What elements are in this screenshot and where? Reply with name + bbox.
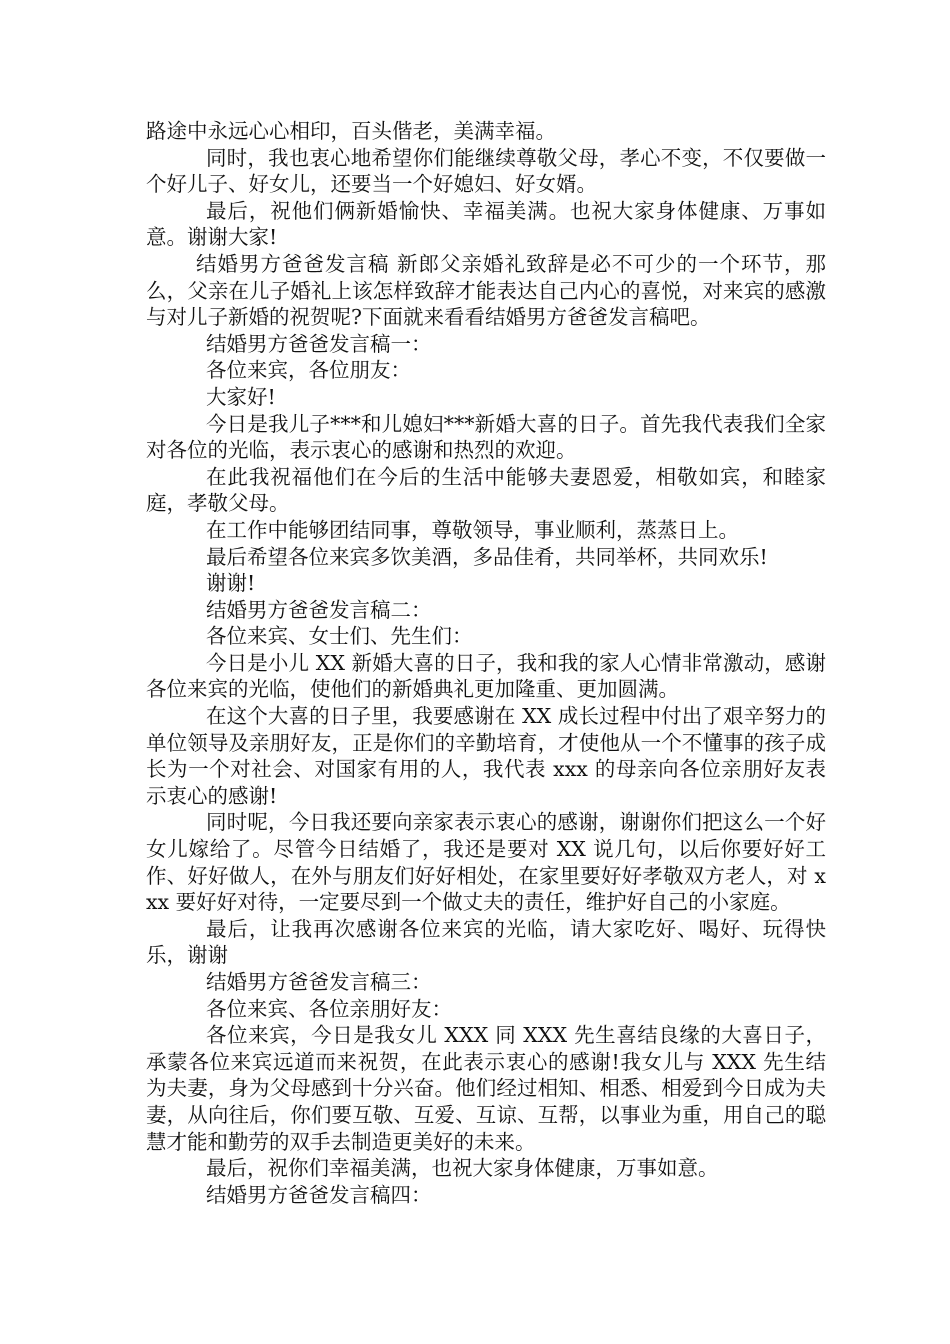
greeting: 大家好!	[206, 384, 276, 409]
paragraph: 路途中永远心心相印，百头偕老，美满幸福。	[146, 119, 556, 143]
speech-heading: 结婚男方爸爸发言稿二：	[206, 597, 432, 622]
salutation: 各位来宾、女士们、先生们：	[206, 624, 473, 649]
paragraph: 最后希望各位来宾多饮美酒，多品佳肴，共同举杯，共同欢乐!	[206, 544, 768, 569]
salutation: 各位来宾、各位亲朋好友：	[206, 996, 452, 1021]
paragraph: 最后，祝你们幸福美满，也祝大家身体健康，万事如意。	[206, 1156, 719, 1181]
paragraph: 在工作中能够团结同事，尊敬领导，事业顺利，蒸蒸日上。	[206, 517, 739, 542]
speech-heading: 结婚男方爸爸发言稿三：	[206, 970, 432, 994]
salutation: 各位来宾，各位朋友：	[206, 358, 411, 383]
paragraph: 最后，祝他们俩新婚愉快、幸福美满。也祝大家身体健康、万事如意。谢谢大家!	[146, 198, 826, 250]
paragraph: 各位来宾，今日是我女儿 XXX 同 XXX 先生喜结良缘的大喜日子，承蒙各位来宾远道而来祝贺，在此表示衷心的感谢!我女儿与 XXX 先生结为夫妻，身为父母感到十分兴奋。他们经过相知、相悉、相爱到今日成为夫妻，从向往后，你们要互敬、互爱、互谅、互帮，以事业为重，用自己的聪慧才能和勤劳的双手去制造更美好的未来。	[146, 1023, 826, 1154]
paragraph: 今日是我儿子***和儿媳妇***新婚大喜的日子。首先我代表我们全家对各位的光临，表示衷心的感谢和热烈的欢迎。	[146, 411, 826, 463]
paragraph: 在此我祝福他们在今后的生活中能够夫妻恩爱，相敬如宾，和睦家庭，孝敬父母。	[146, 464, 826, 516]
paragraph: 在这个大喜的日子里，我要感谢在 XX 成长过程中付出了艰辛努力的单位领导及亲朋好友，正是你们的辛勤培育，才使他从一个不懂事的孩子成长为一个对社会、对国家有用的人，我代表 xxx 的母亲向各位亲朋好友表示衷心的感谢!	[146, 704, 826, 808]
section-intro-paragraph: 结婚男方爸爸发言稿 新郎父亲婚礼致辞是必不可少的一个环节，那么，父亲在儿子婚礼上该怎样致辞才能表达自己内心的喜悦，对来宾的感激与对儿子新婚的祝贺呢?下面就来看看结婚男方爸爸发言稿吧。	[146, 251, 826, 330]
closing-thanks: 谢谢!	[206, 571, 256, 596]
paragraph: 今日是小儿 XX 新婚大喜的日子，我和我的家人心情非常激动，感谢各位来宾的光临，使他们的新婚典礼更加隆重、更加圆满。	[146, 650, 826, 702]
paragraph: 同时，我也衷心地希望你们能继续尊敬父母，孝心不变，不仅要做一个好儿子、好女儿，还要当一个好媳妇、好女婿。	[146, 145, 826, 197]
paragraph: 最后，让我再次感谢各位来宾的光临，请大家吃好、喝好、玩得快乐，谢谢	[146, 916, 826, 968]
speech-heading: 结婚男方爸爸发言稿四：	[206, 1182, 432, 1207]
speech-heading: 结婚男方爸爸发言稿一：	[206, 331, 432, 356]
paragraph: 同时呢，今日我还要向亲家表示衷心的感谢，谢谢你们把这么一个好女儿嫁给了。尽管今日结婚了，我还是要对 XX 说几句，以后你要好好工作、好好做人，在外与朋友们好好相处，在家里要好好孝敬双方老人，对 xxx 要好好对待，一定要尽到一个做丈夫的责任，维护好自己的小家庭。	[146, 810, 826, 915]
document-body	[146, 118, 826, 1208]
